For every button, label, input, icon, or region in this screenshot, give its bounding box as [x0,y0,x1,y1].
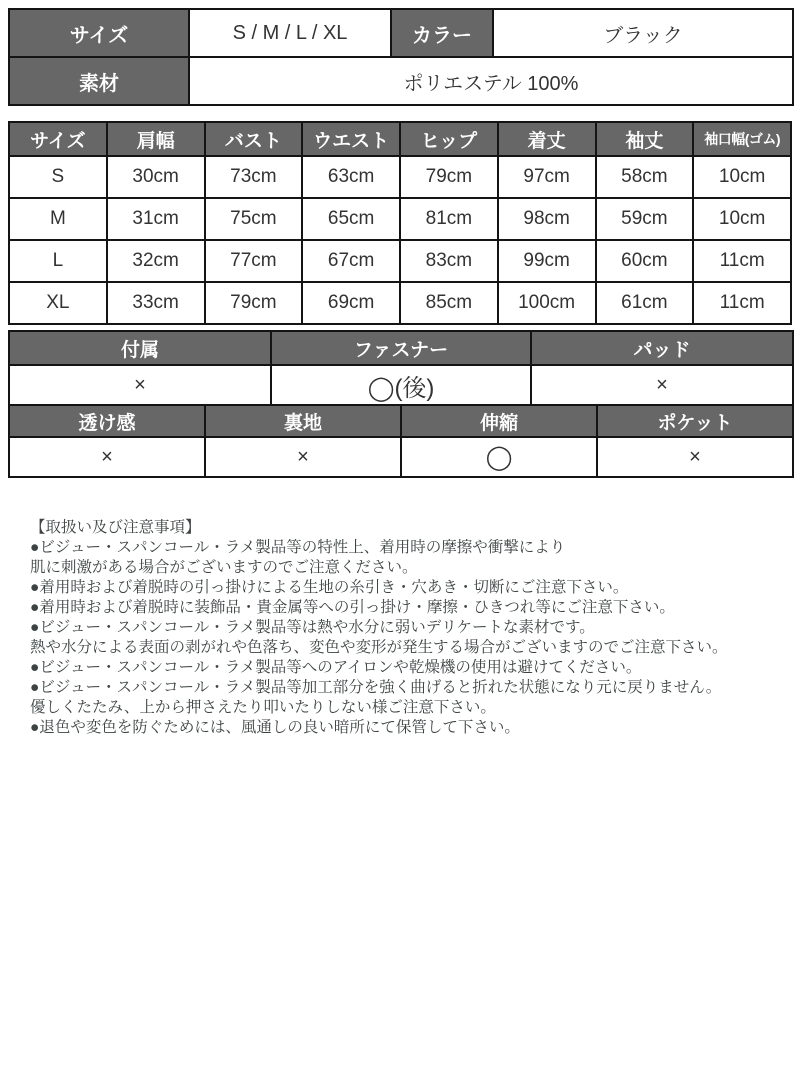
cell-xl-hip: 85cm [400,282,498,324]
material-value-cell: ポリエステル 100% [189,57,793,105]
header-lining: 裏地 [205,405,401,437]
col-header-hip: ヒップ [400,122,498,156]
col-header-sleeve: 袖丈 [596,122,694,156]
cell-s-sleeve: 58cm [596,156,694,198]
care-note-line: 肌に刺激がある場合がございますのでご注意ください。 [30,559,418,576]
col-header-cuff: 袖口幅(ゴム) [693,122,791,156]
cell-s-hip: 79cm [400,156,498,198]
care-note-line: ●ビジュー・スパンコール・ラメ製品等へのアイロンや乾燥機の使用は避けてください。 [30,659,642,676]
care-note-line: ●ビジュー・スパンコール・ラメ製品等は熱や水分に弱いデリケートな素材です。 [30,619,595,636]
header-pad: パッド [531,331,793,365]
value-stretch: ◯ [401,437,597,477]
cell-m-cuff: 10cm [693,198,791,240]
cell-l-hip: 83cm [400,240,498,282]
size-row-m [9,198,791,240]
cell-l-bust: 77cm [205,240,303,282]
size-row-l [9,240,791,282]
features2-value-row [9,437,793,477]
cell-l-size: L [9,240,107,282]
cell-m-waist: 65cm [302,198,400,240]
header-fastener: ファスナー [271,331,531,365]
header-sheerness: 透け感 [9,405,205,437]
cell-xl-waist: 69cm [302,282,400,324]
color-label-cell: カラー [391,9,493,57]
care-note-line: ●ビジュー・スパンコール・ラメ製品等加工部分を強く曲げると折れた状態になり元に戻りません。 [30,679,722,696]
care-note-line: ●退色や変色を防ぐためには、風通しの良い暗所にて保管して下さい。 [30,719,520,736]
size-value-cell: S / M / L / XL [189,9,391,57]
size-row-xl [9,282,791,324]
cell-m-sleeve: 59cm [596,198,694,240]
care-note-line: 熱や水分による表面の剥がれや色落ち、変色や変形が発生する場合がございますのでご注意下さい。 [30,639,728,656]
cell-xl-length: 100cm [498,282,596,324]
spec-row-size-color [9,9,793,57]
header-stretch: 伸縮 [401,405,597,437]
features1-header-row [9,331,793,365]
features-table-1 [8,330,794,406]
cell-l-cuff: 11cm [693,240,791,282]
size-chart-header-row [9,122,791,156]
cell-xl-size: XL [9,282,107,324]
col-header-bust: バスト [205,122,303,156]
value-accessory: × [9,365,271,405]
cell-s-bust: 73cm [205,156,303,198]
size-row-s [9,156,791,198]
cell-l-shoulder: 32cm [107,240,205,282]
cell-xl-cuff: 11cm [693,282,791,324]
care-notes [30,518,780,738]
care-notes-title: 【取扱い及び注意事項】 [30,519,201,536]
features-table-2 [8,404,794,478]
cell-l-sleeve: 60cm [596,240,694,282]
product-spec-table [8,8,794,106]
features1-value-row [9,365,793,405]
cell-m-size: M [9,198,107,240]
size-label-cell: サイズ [9,9,189,57]
cell-m-length: 98cm [498,198,596,240]
cell-s-size: S [9,156,107,198]
care-note-line: ●着用時および着脱時に装飾品・貴金属等への引っ掛け・摩擦・ひきつれ等にご注意下さい。 [30,599,675,616]
value-pad: × [531,365,793,405]
care-note-line: 優しくたたみ、上から押さえたり叩いたりしない様ご注意下さい。 [30,699,496,716]
care-note-line: ●着用時および着脱時の引っ掛けによる生地の糸引き・穴あき・切断にご注意下さい。 [30,579,629,596]
size-chart-table [8,121,792,325]
cell-s-length: 97cm [498,156,596,198]
col-header-shoulder: 肩幅 [107,122,205,156]
cell-xl-sleeve: 61cm [596,282,694,324]
cell-s-waist: 63cm [302,156,400,198]
cell-m-bust: 75cm [205,198,303,240]
cell-s-cuff: 10cm [693,156,791,198]
cell-xl-bust: 79cm [205,282,303,324]
header-pocket: ポケット [597,405,793,437]
spec-row-material [9,57,793,105]
cell-l-length: 99cm [498,240,596,282]
cell-m-shoulder: 31cm [107,198,205,240]
features2-header-row [9,405,793,437]
value-pocket: × [597,437,793,477]
cell-s-shoulder: 30cm [107,156,205,198]
cell-xl-shoulder: 33cm [107,282,205,324]
color-value-cell: ブラック [493,9,793,57]
col-header-size: サイズ [9,122,107,156]
material-label-cell: 素材 [9,57,189,105]
value-fastener: ◯(後) [271,365,531,405]
cell-l-waist: 67cm [302,240,400,282]
col-header-waist: ウエスト [302,122,400,156]
cell-m-hip: 81cm [400,198,498,240]
care-note-line: ●ビジュー・スパンコール・ラメ製品等の特性上、着用時の摩擦や衝撃により [30,539,566,556]
header-accessory: 付属 [9,331,271,365]
value-sheerness: × [9,437,205,477]
value-lining: × [205,437,401,477]
col-header-length: 着丈 [498,122,596,156]
